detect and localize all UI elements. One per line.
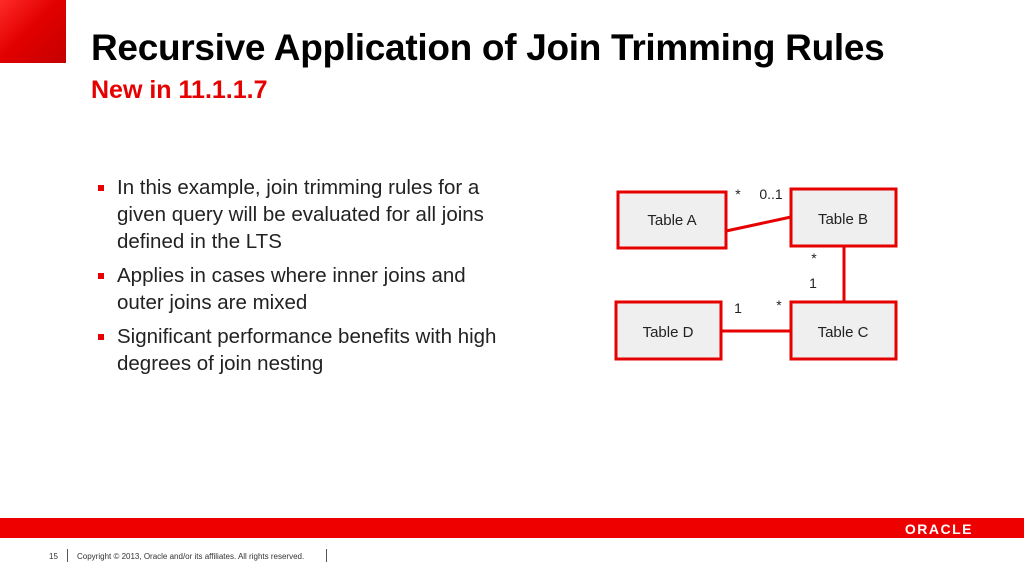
cardinality-b-side: 0..1	[759, 186, 783, 202]
footer-bar	[0, 518, 1024, 538]
cardinality-b-c-top: *	[811, 250, 817, 266]
join-line-a-b	[726, 217, 791, 231]
table-b-label: Table B	[817, 211, 869, 228]
slide-subtitle: New in 11.1.1.7	[91, 76, 268, 104]
table-a-label: Table A	[647, 212, 697, 229]
table-c-label: Table C	[817, 324, 869, 341]
table-d-label: Table D	[642, 324, 694, 341]
page-number: 15	[49, 552, 58, 561]
cardinality-d-side: 1	[734, 300, 742, 316]
cardinality-a-side: *	[735, 186, 741, 202]
cardinality-b-c-bottom: 1	[809, 275, 817, 291]
oracle-logo: ORACLE	[904, 521, 973, 537]
footer-divider	[67, 549, 68, 562]
table-c-box	[791, 302, 896, 359]
copyright-text: Copyright © 2013, Oracle and/or its affiliates. All rights reserved.	[77, 552, 305, 561]
cardinality-c-side: *	[776, 297, 782, 313]
table-a-box	[618, 192, 726, 248]
bullet-text: Applies in cases where inner joins and outer joins are mixed	[117, 264, 466, 314]
table-b-box	[791, 189, 896, 246]
table-d-box	[616, 302, 721, 359]
bullet-text: Significant performance benefits with high degrees of join nesting	[117, 325, 497, 375]
slide-title: Recursive Application of Join Trimming Rules	[91, 27, 885, 68]
footer-divider	[326, 549, 327, 562]
bullet-text: In this example, join trimming rules for a given query will be evaluated for all joins defined in the LTS	[117, 176, 484, 253]
